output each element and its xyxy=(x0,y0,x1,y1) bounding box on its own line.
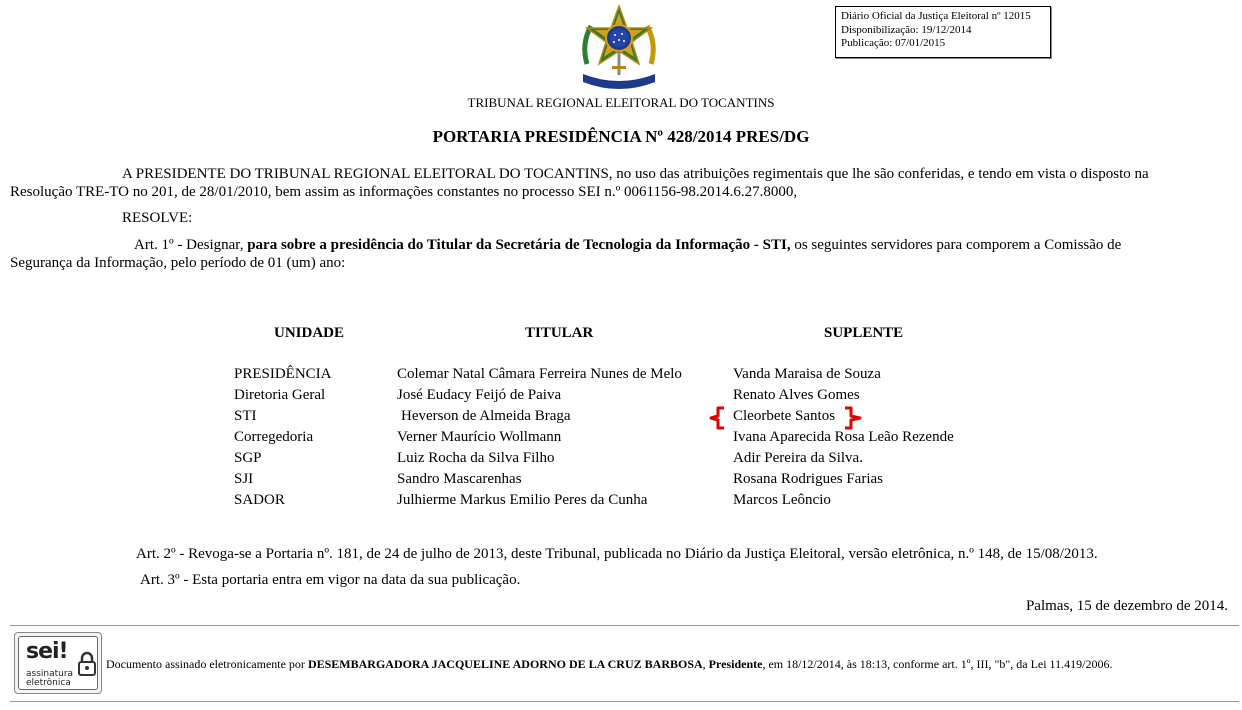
titular-cell: Sandro Mascarenhas xyxy=(397,471,522,487)
titular-cell: Colemar Natal Câmara Ferreira Nunes de Melo xyxy=(397,366,682,382)
suplente-cell: Cleorbete Santos xyxy=(733,408,836,424)
article-1-emphasis: para sobre a presidência do Titular da Secretária de Tecnologia da Informação - STI, xyxy=(247,237,791,253)
unit-cell: SJI xyxy=(234,471,254,487)
lock-icon xyxy=(77,651,97,677)
suplente-cell: Rosana Rodrigues Farias xyxy=(733,471,883,487)
seal-frame xyxy=(18,636,98,690)
titular-cell: Verner Maurício Wollmann xyxy=(397,429,562,445)
titular-cell: Julhierme Markus Emilio Peres da Cunha xyxy=(397,492,648,508)
signature-suffix: , em 18/12/2014, às 18:13, conforme art. 1º, III, "b", da Lei 11.419/2006. xyxy=(762,657,1113,671)
titular-cell: Luiz Rocha da Silva Filho xyxy=(397,450,555,466)
unit-cell: PRESIDÊNCIA xyxy=(234,366,332,382)
suplente-cell: Renato Alves Gomes xyxy=(733,387,860,403)
unit-cell: SGP xyxy=(234,450,262,466)
left-bracket-annotation xyxy=(708,406,728,430)
top-divider xyxy=(10,625,1239,626)
sei-signature-seal xyxy=(14,632,102,694)
signature-prefix: Documento assinado eletronicamente por xyxy=(106,657,308,671)
signer-name: DESEMBARGADORA JACQUELINE ADORNO DE LA CRUZ BARBOSA xyxy=(307,657,703,671)
article-1-line-2: Segurança da Informação, pelo período de 01 (um) ano: xyxy=(10,255,346,271)
coat-of-arms-emblem xyxy=(577,4,661,90)
publication-journal: Diário Oficial da Justiça Eleitoral nº 12015 xyxy=(841,10,1031,22)
article-1-lead: Art. 1º - Designar, xyxy=(134,237,244,253)
suplente-cell: Marcos Leôncio xyxy=(733,492,831,508)
signature-statement xyxy=(106,657,1112,672)
seal-caption-line-2: eletrônica xyxy=(26,678,71,688)
header-titular: TITULAR xyxy=(525,325,594,341)
suplente-cell: Vanda Maraisa de Souza xyxy=(733,366,881,382)
article-1-continuation: os seguintes servidores para comporem a Comissão de xyxy=(790,237,1122,253)
document-title: PORTARIA PRESIDÊNCIA Nº 428/2014 PRES/DG xyxy=(432,127,810,146)
article-2: Art. 2º - Revoga-se a Portaria nº. 181, de 24 de julho de 2013, deste Tribunal, publicada no Diário da Justiça Eleitoral, versão eletrônica, n.º 148, de 15/08/2013. xyxy=(136,546,1098,562)
unit-cell: STI xyxy=(234,408,257,424)
unit-cell: Corregedoria xyxy=(234,429,314,445)
intro-line-2: Resolução TRE-TO no 201, de 28/01/2010, bem assim as informações constantes no processo SEI n.º 0061156-98.2014.6.27.8000, xyxy=(10,184,798,200)
titular-cell: José Eudacy Feijó de Paiva xyxy=(397,387,562,403)
seal-caption-line-1: assinatura xyxy=(26,669,74,679)
seal-caption xyxy=(26,670,73,688)
publication-availability: Disponibilização: 19/12/2014 xyxy=(841,23,972,36)
unit-cell: Diretoria Geral xyxy=(234,387,326,403)
header-unidade: UNIDADE xyxy=(274,325,345,341)
signature-separator: , xyxy=(702,657,709,671)
unit-cell: SADOR xyxy=(234,492,285,508)
article-1-line-1 xyxy=(134,237,1121,254)
titular-cell: Heverson de Almeida Braga xyxy=(401,408,571,424)
suplente-cell: Ivana Aparecida Rosa Leão Rezende xyxy=(733,429,954,445)
bottom-divider xyxy=(10,701,1239,702)
sei-logo: sei! xyxy=(26,639,68,664)
resolve-label: RESOLVE: xyxy=(122,210,193,226)
place-and-date: Palmas, 15 de dezembro de 2014. xyxy=(1025,598,1228,614)
suplente-cell: Adir Pereira da Silva. xyxy=(733,450,863,466)
right-bracket-annotation xyxy=(841,406,863,430)
intro-line-1: A PRESIDENTE DO TRIBUNAL REGIONAL ELEITORAL DO TOCANTINS, no uso das atribuições regimentais que lhe são conferidas, e tendo em vista o disposto na xyxy=(122,166,1149,182)
article-3: Art. 3º - Esta portaria entra em vigor na data da sua publicação. xyxy=(140,572,521,588)
header-suplente: SUPLENTE xyxy=(824,325,904,341)
court-name: TRIBUNAL REGIONAL ELEITORAL DO TOCANTINS xyxy=(467,95,775,110)
publication-date: Publicação: 07/01/2015 xyxy=(841,37,946,49)
publication-info-box xyxy=(835,6,1051,58)
signer-role: Presidente xyxy=(708,657,763,671)
